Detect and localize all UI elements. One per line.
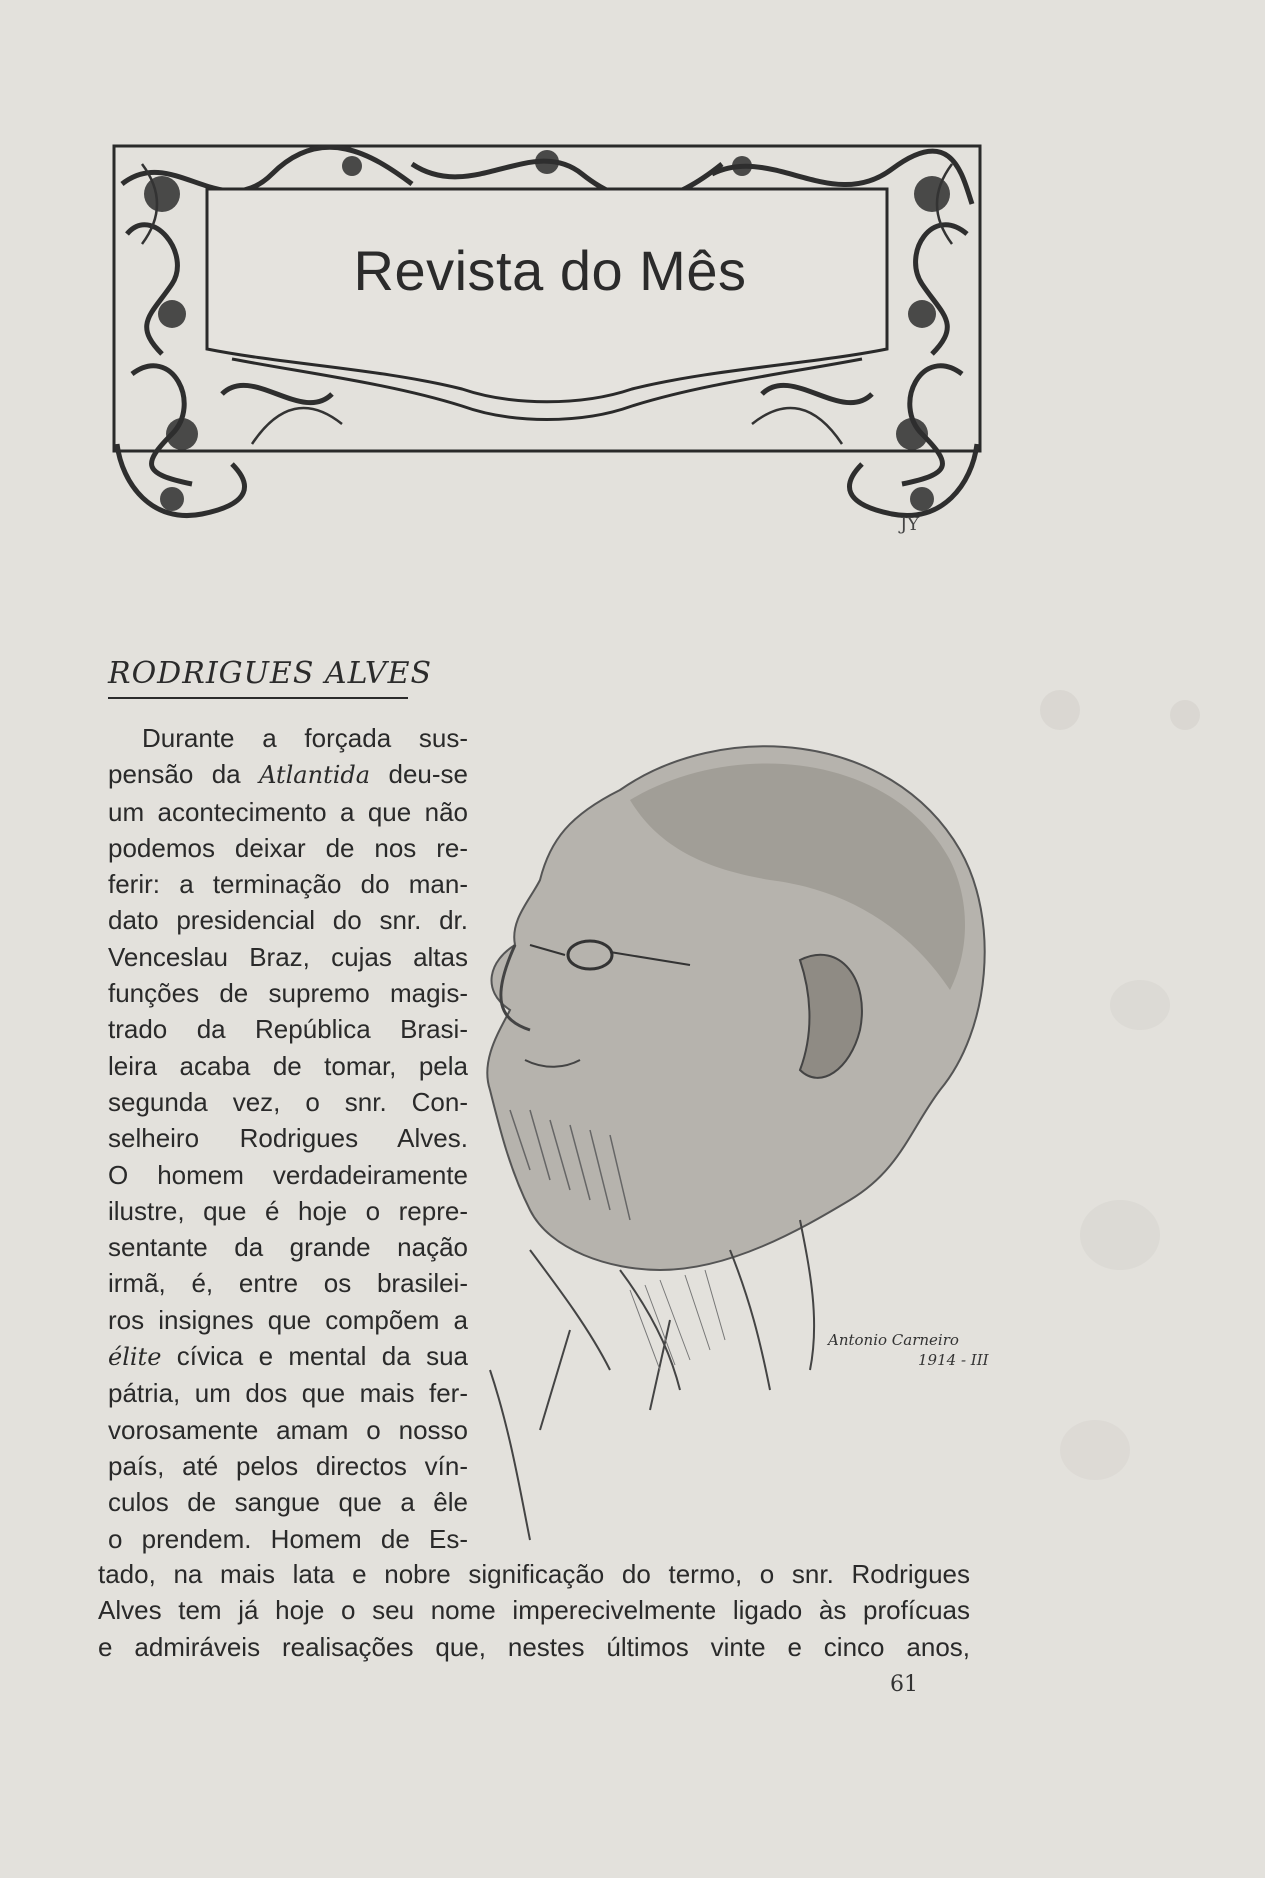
text-line: um acontecimento a que não (108, 796, 468, 827)
text-line: segunda vez, o snr. Con- (108, 1086, 468, 1117)
body-text-wide (98, 1556, 970, 1665)
text-line: Alves tem já hoje o seu nome imperecivelmente ligado às profícuas (98, 1595, 970, 1626)
text-line: ferir: a terminação do man- (108, 869, 468, 900)
portrait-signature (828, 1330, 989, 1370)
text-line: país, até pelos directos vín- (108, 1450, 468, 1481)
text-line: pensão da Atlantida deu-se (108, 759, 468, 790)
section-heading: RODRIGUES ALVES (108, 656, 433, 691)
text-line: élite cívica e mental da sua (108, 1341, 468, 1372)
artist-initials: JY (900, 514, 920, 535)
paper-stain (1170, 700, 1200, 730)
text-line: e admiráveis realisações que, nestes últimos vinte e cinco anos, (98, 1631, 970, 1662)
paper-stain (1080, 1200, 1160, 1270)
text-line: tado, na mais lata e nobre significação do termo, o snr. Rodrigues (98, 1559, 970, 1589)
page-number: 61 (890, 1672, 918, 1697)
text-line: selheiro Rodrigues Alves. (108, 1123, 468, 1154)
portrait-sketch (470, 730, 1010, 1550)
text-line: o prendem. Homem de Es- (108, 1523, 468, 1554)
text-line: ilustre, que é hoje o repre- (108, 1195, 468, 1226)
text-line: pátria, um dos que mais fer- (108, 1378, 468, 1409)
text-line: O homem verdadeiramente (108, 1159, 468, 1190)
text-line: leira acaba de tomar, pela (108, 1050, 468, 1081)
paper-stain (1040, 690, 1080, 730)
text-line: podemos deixar de nos re- (108, 832, 468, 863)
text-line: irmã, é, entre os brasilei- (108, 1268, 468, 1299)
text-line: trado da República Brasi- (108, 1014, 468, 1045)
text-line: ros insignes que compõem a (108, 1304, 468, 1335)
text-line: Venceslau Braz, cujas altas (108, 941, 468, 972)
text-line: culos de sangue que a êle (108, 1487, 468, 1518)
paper-stain (1110, 980, 1170, 1030)
signature-name: Antonio Carneiro (828, 1331, 959, 1349)
signature-date: 1914 - III (918, 1351, 989, 1369)
text-line: vorosamente amam o nosso (108, 1414, 468, 1445)
text-line: funções de supremo magis- (108, 978, 468, 1009)
header-title: Revista do Mês (353, 238, 747, 302)
section-heading-underline (108, 697, 408, 699)
text-line: sentante da grande nação (108, 1232, 468, 1263)
body-text-column (108, 720, 468, 1557)
text-line: Durante a forçada sus- (142, 723, 468, 753)
text-line: dato presidencial do snr. dr. (108, 905, 468, 936)
paper-stain (1060, 1420, 1130, 1480)
